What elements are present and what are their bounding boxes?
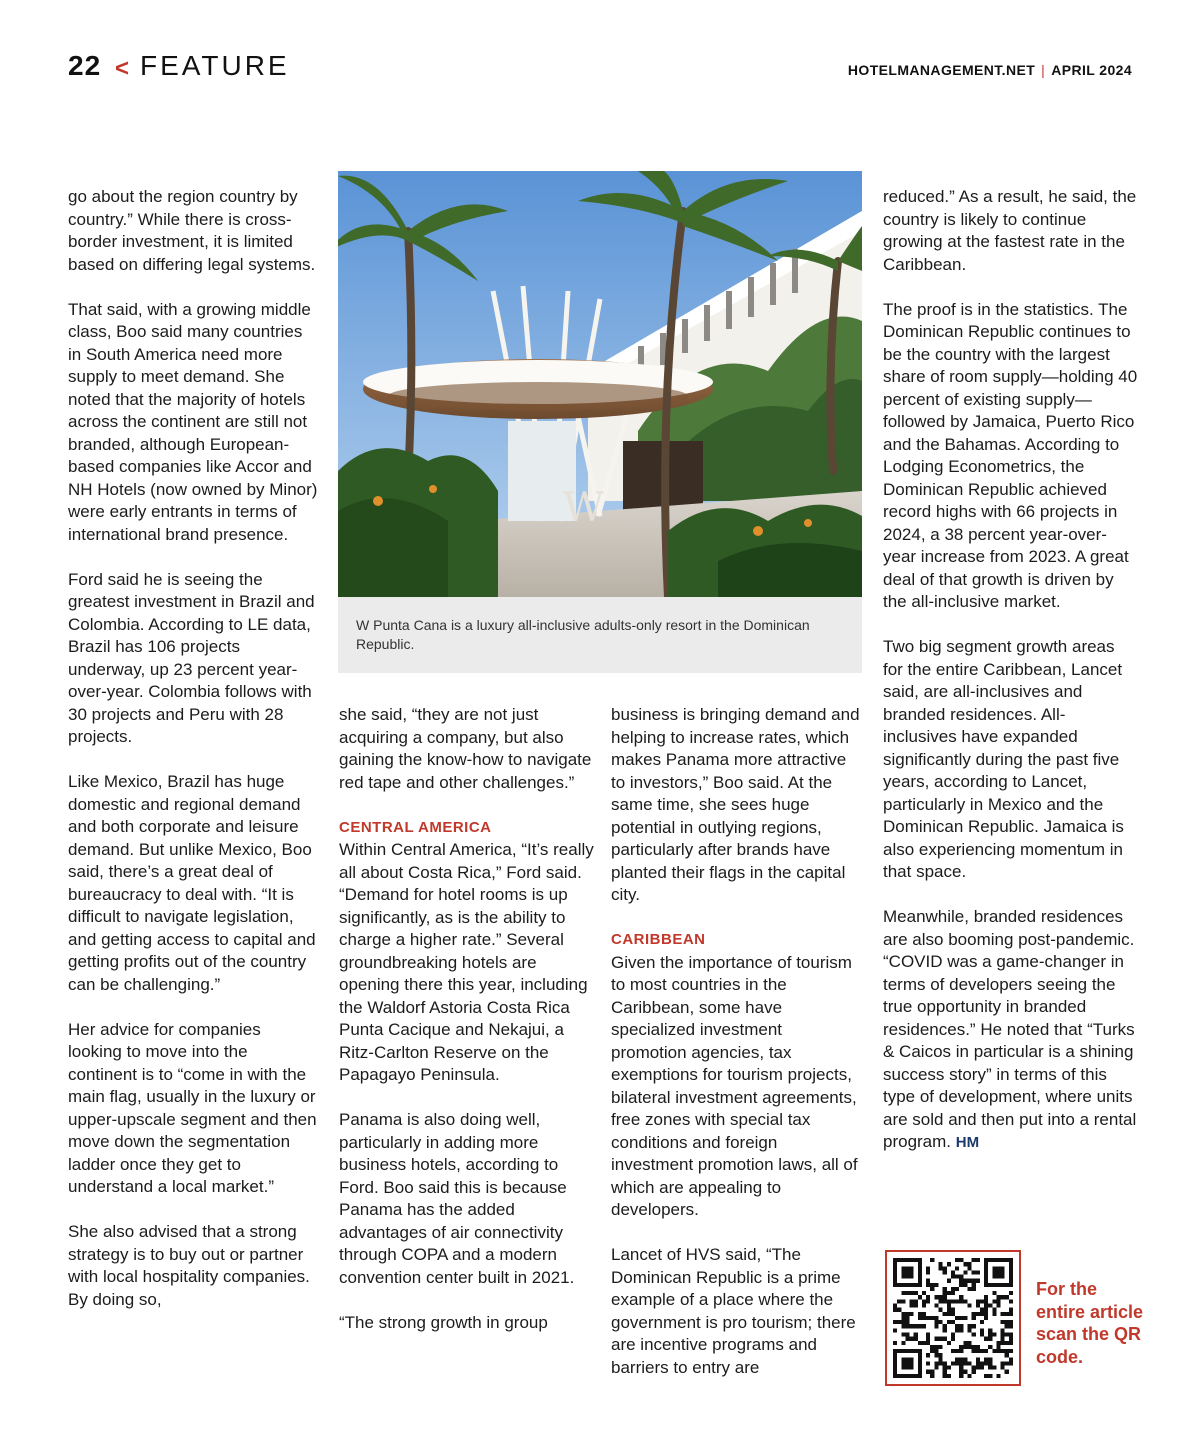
paragraph	[611, 929, 861, 1222]
paragraph: Her advice for companies looking to move into the continent is to “come in with the main flag, usually in the luxury or upper-upscale segment and then move down the segmentation ladder once they get to understand a local market.”	[68, 1019, 317, 1196]
paragraph: She also advised that a strong strategy is to buy out or partner with local hospitality companies. By doing so,	[68, 1222, 310, 1309]
site-name[interactable]: HOTELMANAGEMENT.NET	[847, 62, 1036, 78]
paragraph: Panama is also doing well, particularly in adding more business hotels, according to Ford. Boo said this is because Panama has the added advantages of air connectivity through COPA and a modern convention center built in 2021.	[339, 1110, 575, 1287]
paragraph: reduced.” As a result, he said, the country is likely to continue growing at the fastest rate in the Caribbean.	[883, 187, 1137, 274]
paragraph: “The strong growth in group	[339, 1312, 548, 1332]
paragraph: Lancet of HVS said, “The Dominican Republic is a prime example of a place where the government is pro tourism; there are incentive programs and barriers to entry are	[611, 1245, 856, 1377]
paragraph	[339, 817, 594, 1087]
paragraph-text: Given the importance of tourism to most countries in the Caribbean, some have specialized investment promotion agencies, tax exemptions for tourism projects, bilateral investment agreements, free zones with special tax conditions and foreign investment promotion laws, all of which are appealing to developers.	[611, 952, 858, 1219]
paragraph-text: Meanwhile, branded residences are also booming post-pandemic. “COVID was a game-changer in terms of developers seeing the true opportunity in branded residences.” He noted that “Turks & Caicos in particular is a shining success story” in terms of this type of development, where units are sold and then put into a rental program.	[883, 907, 1137, 1151]
page-header	[68, 50, 1132, 84]
issue-date: APRIL 2024	[1051, 62, 1132, 78]
paragraph: Like Mexico, Brazil has huge domestic and regional demand and both corporate and leisure demand. But unlike Mexico, Boo said, there’s a great deal of bureaucracy to deal with. “It is difficult to navigate legislation, and getting access to capital and getting profits out of the country can be challenging.”	[68, 772, 316, 994]
svg-text:W: W	[563, 485, 605, 531]
paragraph: go about the region country by country.” While there is cross-border investment, it is limited based on differing legal systems.	[68, 187, 316, 274]
issue-info	[848, 62, 1132, 78]
qr-code-icon[interactable]	[885, 1250, 1021, 1386]
header-separator: |	[1041, 62, 1046, 78]
subhead-central-america: CENTRAL AMERICA	[339, 818, 492, 836]
signoff-mark: HM	[955, 1134, 980, 1151]
photo-caption: W Punta Cana is a luxury all-inclusive adults-only resort in the Dominican Republic.	[338, 597, 862, 673]
article-column-3	[611, 704, 861, 1402]
resort-photo	[338, 171, 862, 597]
paragraph: That said, with a growing middle class, Boo said many countries in South America need more supply to meet demand. She noted that the majority of hotels across the continent are still not branded, although European-based companies like Accor and NH Hotels (now owned by Minor) were early entrants in terms of international brand presence.	[68, 299, 318, 544]
paragraph: she said, “they are not just acquiring a company, but also gaining the know-how to navigate red tape and other challenges.”	[339, 705, 592, 792]
paragraph: Ford said he is seeing the greatest investment in Brazil and Colombia. According to LE data, Brazil has 106 projects underway, up 23 percent year-over-year. Colombia follows with 30 projects and Peru with 28 projects.	[68, 569, 315, 746]
article-column-1	[68, 186, 318, 1334]
paragraph: business is bringing demand and helping to increase rates, which makes Panama more attractive to investors,” Boo said. At the same time, she sees huge potential in outlying regions, particularly after brands have planted their flags in the capital city.	[611, 705, 860, 904]
paragraph-text: Within Central America, “It’s really all about Costa Rica,” Ford said. “Demand for hotel rooms is up significantly, as is the ability to charge a higher rate.” Several groundbreaking hotels are opening there this year, including the Waldorf Astoria Costa Rica Punta Cacique and Nekajui, a Ritz-Carlton Reserve on the Papagayo Peninsula.	[339, 840, 594, 1084]
page-number: 22	[68, 50, 102, 81]
section-title: FEATURE	[140, 50, 290, 81]
paragraph: Two big segment growth areas for the entire Caribbean, Lancet said, are all-inclusives and branded residences. All-inclusives have expanded significantly during the past five years, according to Lancet, particularly in Mexico and the Dominican Republic. Jamaica is also experiencing momentum in that space.	[883, 637, 1124, 881]
qr-instruction: For the entire article scan the QR code.	[1036, 1279, 1144, 1367]
chevron-left-icon: <	[115, 55, 130, 82]
article-column-4	[883, 186, 1138, 1177]
paragraph: The proof is in the statistics. The Dominican Republic continues to be the country with the largest share of room supply—holding 40 percent of existing supply—followed by Jamaica, Puerto Rico and the Bahamas. According to Lodging Econometrics, the Dominican Republic achieved record highs with 66 projects in 2024, a 38 percent year-over-year increase from 2023. A great deal of that growth is driven by the all-inclusive market.	[883, 299, 1138, 611]
article-column-2	[339, 704, 594, 1357]
subhead-caribbean: CARIBBEAN	[611, 931, 706, 948]
paragraph	[883, 906, 1138, 1155]
